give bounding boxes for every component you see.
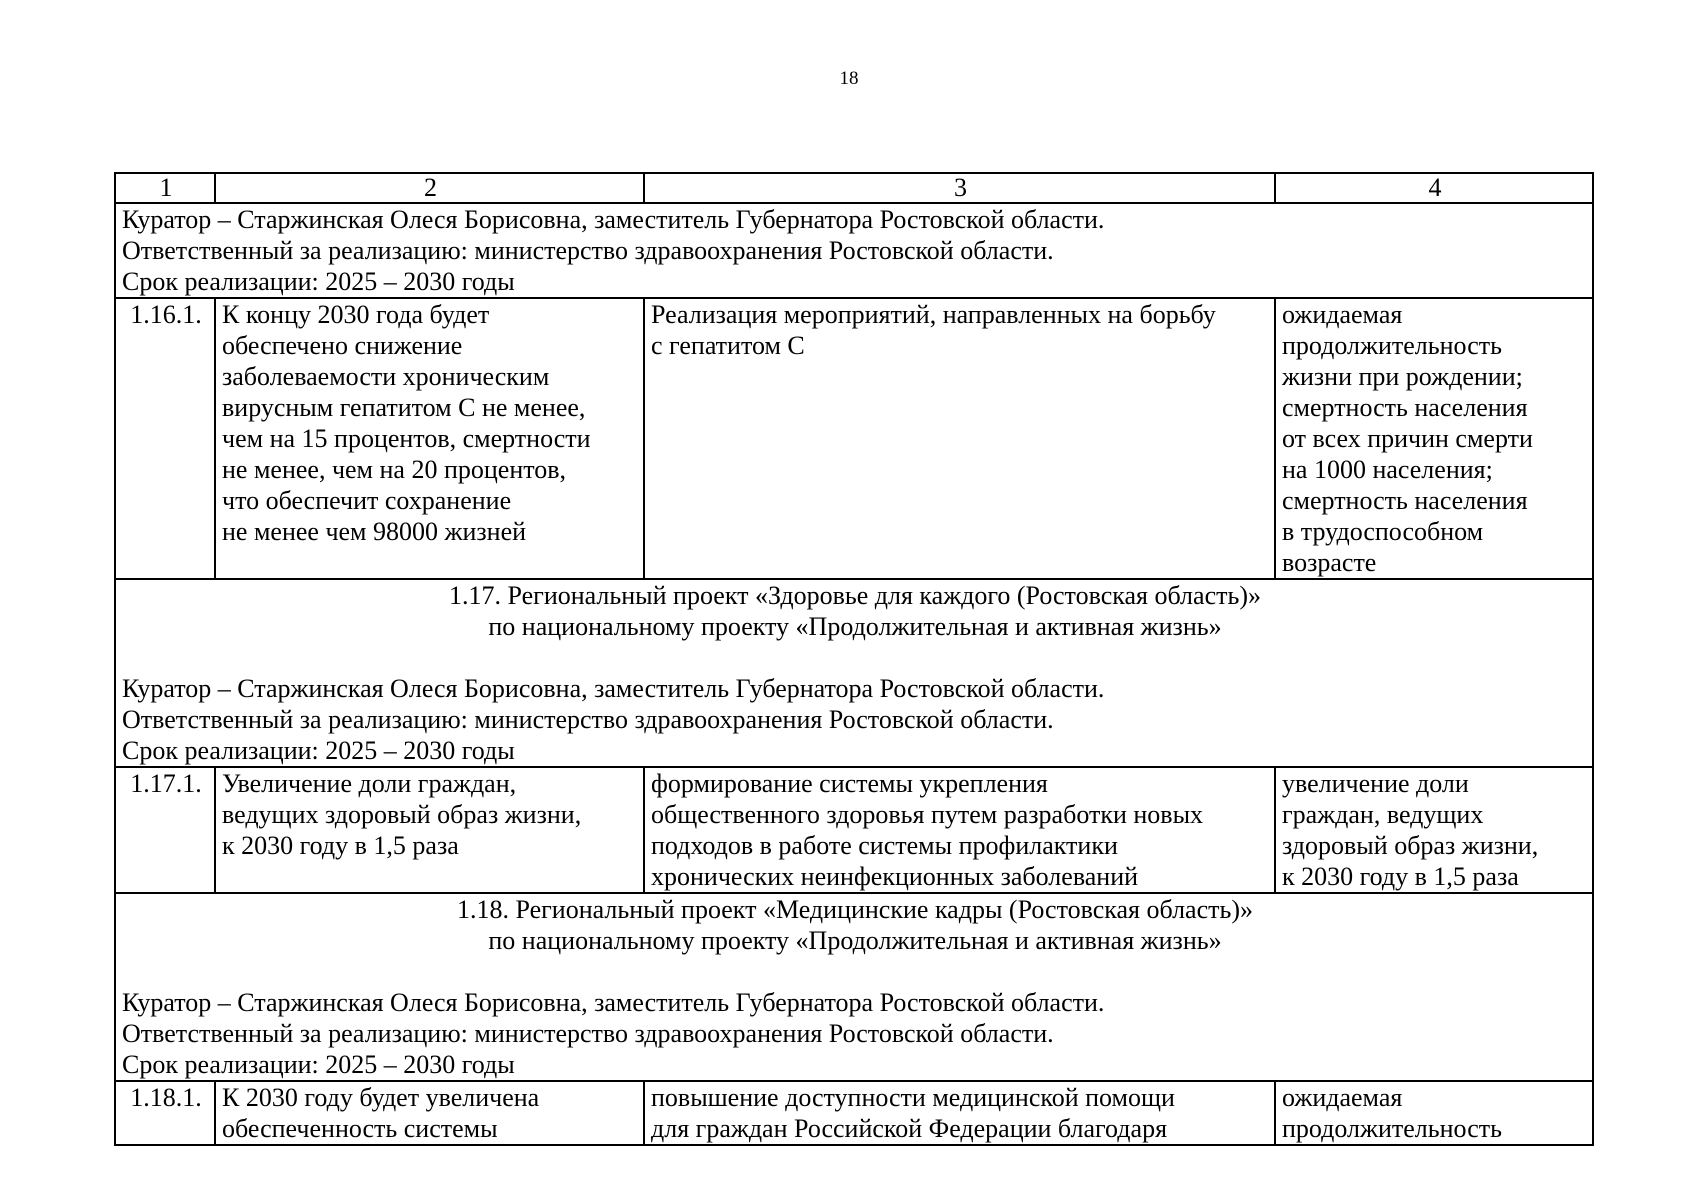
goal-line: К концу 2030 года будет bbox=[222, 300, 490, 329]
section-info-line: Ответственный за реализацию: министерство здравоохранения Ростовской области. bbox=[122, 705, 1054, 734]
indicator-line: смертность населения bbox=[1282, 486, 1528, 515]
indicator-cell bbox=[1275, 298, 1593, 579]
indicator-line: граждан, ведущих bbox=[1282, 800, 1484, 829]
project-heading-line: 1.18. Региональный проект «Медицинские кадры (Ростовская область)» bbox=[456, 895, 1254, 924]
spacer bbox=[122, 956, 1588, 987]
column-number: 2 bbox=[215, 173, 644, 203]
indicator-line: смертность населения bbox=[1282, 393, 1528, 422]
indicator-line: увеличение доли bbox=[1282, 769, 1469, 798]
goal-line: заболеваемости хроническим bbox=[222, 362, 550, 391]
spacer bbox=[122, 642, 1588, 673]
row-number-cell: 1.16.1. bbox=[115, 298, 215, 579]
section-info-line: Куратор – Старжинская Олеся Борисовна, заместитель Губернатора Ростовской области. bbox=[122, 205, 1105, 234]
measure-line: с гепатитом С bbox=[651, 331, 805, 360]
indicator-line: здоровый образ жизни, bbox=[1282, 831, 1539, 860]
goal-line: ведущих здоровый образ жизни, bbox=[222, 800, 582, 829]
page-number: 18 bbox=[839, 68, 859, 89]
section-info-line: Ответственный за реализацию: министерство здравоохранения Ростовской области. bbox=[122, 1019, 1054, 1048]
table-row bbox=[115, 298, 1593, 579]
goal-line: к 2030 году в 1,5 раза bbox=[222, 831, 459, 860]
column-number: 1 bbox=[115, 173, 215, 203]
goal-line: обеспеченность системы bbox=[222, 1114, 498, 1143]
indicator-line: возрасте bbox=[1282, 548, 1377, 577]
section-info-line: Куратор – Старжинская Олеся Борисовна, заместитель Губернатора Ростовской области. bbox=[122, 988, 1105, 1017]
table-row bbox=[115, 1081, 1593, 1145]
section-info-line: Срок реализации: 2025 – 2030 годы bbox=[122, 267, 515, 296]
indicator-line: к 2030 году в 1,5 раза bbox=[1282, 862, 1519, 891]
project-heading-line: по национальному проекту «Продолжительная и активная жизнь» bbox=[488, 926, 1222, 955]
goal-line: не менее чем 98000 жизней bbox=[222, 517, 527, 546]
goal-cell bbox=[215, 1081, 644, 1145]
section-header-cell bbox=[115, 893, 1593, 1081]
indicator-cell bbox=[1275, 1081, 1593, 1145]
goal-line: Увеличение доли граждан, bbox=[222, 769, 517, 798]
measure-cell bbox=[644, 298, 1275, 579]
indicator-line: жизни при рождении; bbox=[1282, 362, 1523, 391]
goal-line: что обеспечит сохранение bbox=[222, 486, 512, 515]
measure-line: хронических неинфекционных заболеваний bbox=[651, 862, 1139, 891]
table-row bbox=[115, 767, 1593, 893]
column-number: 3 bbox=[644, 173, 1275, 203]
project-heading-line: по национальному проекту «Продолжительная и активная жизнь» bbox=[488, 612, 1222, 641]
section-header-cell bbox=[115, 579, 1593, 767]
goal-line: вирусным гепатитом С не менее, bbox=[222, 393, 586, 422]
measure-line: общественного здоровья путем разработки новых bbox=[651, 800, 1204, 829]
project-heading-line: 1.17. Региональный проект «Здоровье для каждого (Ростовская область)» bbox=[449, 581, 1261, 610]
section-info-line: Куратор – Старжинская Олеся Борисовна, заместитель Губернатора Ростовской области. bbox=[122, 674, 1105, 703]
section-header-row bbox=[115, 893, 1593, 1081]
section-header-row bbox=[115, 579, 1593, 767]
indicator-cell bbox=[1275, 767, 1593, 893]
goal-line: не менее, чем на 20 процентов, bbox=[222, 455, 567, 484]
row-number-cell: 1.17.1. bbox=[115, 767, 215, 893]
column-number-row bbox=[115, 173, 1593, 203]
indicator-line: ожидаемая bbox=[1282, 1083, 1403, 1112]
indicator-line: продолжительность bbox=[1282, 1114, 1502, 1143]
section-header-cell bbox=[115, 203, 1593, 298]
section-info-line: Срок реализации: 2025 – 2030 годы bbox=[122, 1050, 515, 1079]
document-table bbox=[114, 172, 1594, 1146]
indicator-line: в трудоспособном bbox=[1282, 517, 1484, 546]
measure-line: повышение доступности медицинской помощи bbox=[651, 1083, 1175, 1112]
goal-cell bbox=[215, 298, 644, 579]
goal-line: чем на 15 процентов, смертности bbox=[222, 424, 591, 453]
indicator-line: на 1000 населения; bbox=[1282, 455, 1493, 484]
goal-line: обеспечено снижение bbox=[222, 331, 463, 360]
column-number: 4 bbox=[1275, 173, 1593, 203]
goal-cell bbox=[215, 767, 644, 893]
row-number-cell: 1.18.1. bbox=[115, 1081, 215, 1145]
goal-line: К 2030 году будет увеличена bbox=[222, 1083, 540, 1112]
section-info-line: Ответственный за реализацию: министерство здравоохранения Ростовской области. bbox=[122, 236, 1054, 265]
measure-line: Реализация мероприятий, направленных на борьбу bbox=[651, 300, 1216, 329]
indicator-line: от всех причин смерти bbox=[1282, 424, 1533, 453]
indicator-line: ожидаемая bbox=[1282, 300, 1403, 329]
section-header-row bbox=[115, 203, 1593, 298]
measure-line: подходов в работе системы профилактики bbox=[651, 831, 1118, 860]
measure-cell bbox=[644, 767, 1275, 893]
measure-line: для граждан Российской Федерации благодаря bbox=[651, 1114, 1168, 1143]
indicator-line: продолжительность bbox=[1282, 331, 1502, 360]
section-info-line: Срок реализации: 2025 – 2030 годы bbox=[122, 736, 515, 765]
measure-cell bbox=[644, 1081, 1275, 1145]
measure-line: формирование системы укрепления bbox=[651, 769, 1048, 798]
